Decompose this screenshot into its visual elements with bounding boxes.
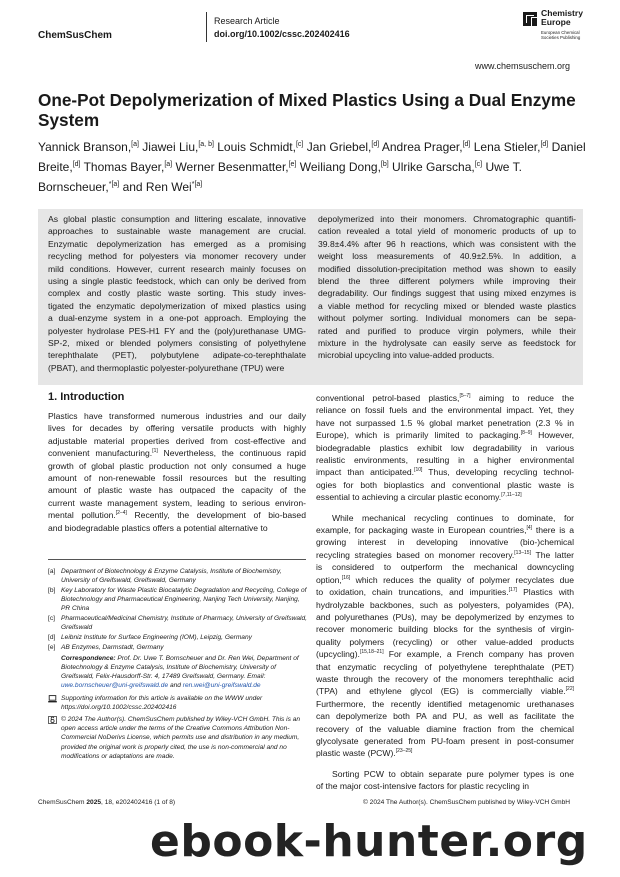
author-name: Yannick Branson, [38,140,132,154]
affiliations-block [48,567,310,761]
author-affiliation-marker: [c] [295,141,304,148]
author-name: Weiliang Dong, [296,160,381,174]
body-text-line: adjustable material properties derived from cost-effective and [48,435,306,446]
affiliation-text: AB Enzymes, Darmstadt, Germany [61,643,164,651]
citation-ref[interactable]: [1] [152,448,158,455]
body-text-line: amount of non-renewable fossil resources but the resulting [48,473,306,484]
footnote-divider [48,559,306,560]
abstract-line: a dual-enzyme system in a one-pot approach. Employing the [48,313,306,324]
citation-ref[interactable]: [7,11–12] [501,492,522,499]
author-list [38,136,593,196]
journal-website[interactable]: www.chemsuschem.org [474,61,570,71]
body-text-line: growth of global plastic production not only consumed a huge [48,460,306,471]
abstract-line: (PBAT), and thermoplastic polyester-polyurethane (TPU) were [48,362,285,373]
body-text-line: waste through the recovery of the monomers terephthalic acid [316,673,574,684]
abstract-line: weight loss measurements of 40.9±2.5%. In addition, a [318,251,576,262]
citation-ref[interactable]: [2–4] [115,510,127,517]
affiliation-text: Leibniz Institute for Surface Engineering (IOM), Leipzig, Germany [61,633,252,641]
affiliation-item [48,643,310,652]
body-text-line: to oxidation, chain truncations, and impurities.[17] Plastics with [316,587,575,598]
page-header [0,0,620,52]
open-access-icon [48,716,57,724]
citation-ref[interactable]: [22] [565,686,574,693]
email-link-bornscheuer[interactable]: uwe.bornscheuer@uni-greifswald.de [61,682,169,690]
affiliation-tag: [c] [48,615,55,623]
citation-ref[interactable]: [10] [414,467,423,474]
supporting-info-text: Supporting information for this article is available on the WWW under https://doi.org/10.1002/cssc.202402416 [61,694,263,711]
abstract-line: microbial upcycling into value-added products. [318,350,495,361]
body-text-line: and polyurethanes (PUs), may be depolymerized by enzymes to [316,611,574,622]
body-text-line: is considered to outperform the mechanical downcycling [316,562,574,573]
author-name: Jiawei Liu, [138,140,199,154]
body-text-line: While mechanical recycling continues to dominate, for [332,512,574,523]
abstract-line: mild conditions. However, current research mainly focuses on [48,263,306,274]
abstract-line: cation revealed a total yield of monomeric products of up to [318,226,576,237]
body-text-line: plastic waste (PCW).[23–25] [316,748,413,759]
abstract-line: recycling method for polyesters via monomer recovery under [48,251,306,262]
citation-ref[interactable]: [16] [341,574,351,581]
body-text-line: example, for packaging waste in European countries,[4] there is a [316,525,574,536]
abstract-box [38,209,583,385]
author-affiliation-marker: [e] [288,161,297,168]
affiliation-text: Department of Biotechnology & Enzyme Catalysis, Institute of Biochemistry, University of Greifswald, Greifswald, Germany [61,568,282,585]
body-text-line: have not surpassed 1.5 % global market penetration (2.3 % in [316,417,574,428]
body-text-line: conventional petrol-based plastics,[5–7] aiming to reduce the [316,393,574,403]
watermark-text: ebook-hunter.org [150,816,588,867]
body-text-line: Europe), which is primarily limited to packaging.[8–9] However, [316,430,574,441]
affiliation-tag: [e] [48,643,56,651]
body-text-line: Sorting PCW to obtain separate pure polymer types is one [332,768,574,779]
footer-copyright: © 2024 The Author(s). ChemSusChem published by Wiley-VCH GmbH [362,799,570,806]
license-note [48,715,310,761]
affiliation-item [48,567,310,585]
body-text-line: biodegradable plastics exhibit low degradability in various [316,442,574,453]
author-name: Thomas Bayer, [80,160,165,174]
body-text-line: convenient manufacturing.[1] Nevertheless, the continuous rapid [48,448,306,459]
author-name: Ulrike Garscha, [388,160,475,174]
author-affiliation-marker: [b] [380,161,389,168]
affiliation-item [48,586,310,614]
abstract-line: tigated the enzymatic depolymerization of mixed plastics using [48,300,306,311]
body-text-line: amount of plastic waste has outpaced the capacity of the [48,485,306,496]
body-text-line: that enzymatic recycling of polyethylene terephthalate (PET) [316,661,574,672]
abstract-line: rated and purified to produce virgin polymers, while their [318,325,576,336]
logo-title: Chemistry Europe [541,8,584,27]
body-text-line: mental pollution.[2–4] Recently, the development of bio-based [48,510,306,521]
abstract-line: terephthalate (PET), polybutylene adipate-co-terephthalate [48,350,306,361]
body-text-line: essential to achieving a circular plastic economy.[7,11–12] [316,492,522,503]
body-text-line: and biodegradable plastics offers a potential alternative to [48,522,268,533]
body-text-line: (TPA) and ethylene glycol (EG) is commercially viable.[22] [316,686,574,697]
citation-ref[interactable]: [4] [526,525,533,532]
header-divider [206,12,207,42]
abstract-line: using a single plastic feedstock, which can only be derived from [48,276,306,287]
body-text-line: Furthermore, the recently identified metagenomic urethanases [316,698,574,709]
affiliation-text: Pharmaceutical/Medicinal Chemistry, Institute of Pharmacy, University of Greifswald, Greifswald [61,615,308,632]
body-text-line: growing interest in developing innovative (bio-)chemical [316,537,574,548]
author-affiliation-marker: [a] [131,141,139,148]
abstract-line: degradability. Our findings suggest that using mixed enzymes is [318,288,576,299]
abstract-line: mixture in the hydrolysate can easily serve as feedstock for [318,338,576,349]
body-text-line: (upcycling).[15,18–21] For example, a French company has proven [316,649,574,660]
supporting-info-note [48,694,310,712]
author-affiliation-marker: [a, b] [198,141,214,148]
author-name: Andrea Prager, [379,140,463,154]
author-affiliation-marker: *[a] [108,181,120,188]
citation-ref[interactable]: [15,18–21] [359,649,384,656]
citation-ref[interactable]: [8–9] [520,430,532,437]
correspondence: Correspondence: Prof. Dr. Uwe T. Bornscheuer and Dr. Ren Wei, Department of Biotechnology & Enzyme Catalysis, Institute of Biochemistry, University of Greifswald, Felix-Hausdorff-Str. 4, 17489 Greifswald, Germany. Email: uwe.bornscheuer@uni-greifswald.de and ren.wei@uni-greifswald.de [61,654,299,690]
abstract-line: As global plastic consumption and littering escalate, innovative [48,214,306,224]
body-text-line: recycling strategies based on monomer recovery.[13–15] The latter [316,549,574,560]
affiliation-tag: [b] [48,586,56,594]
abstract-line: approaches to sustainable waste management are crucial. [48,226,306,237]
license-text: © 2024 The Author(s). ChemSusChem published by Wiley-VCH GmbH. This is an open access article under the terms of the Creative Commons Attribution Non-Commercial NoDerivs License, which permits use and distribution in any medium, provided the original work is properly cited, the use is non-commercial and no modifications or adaptations are made. [61,716,301,760]
body-text-line: ogies for both bioplastics and conventional plastic waste is [316,479,574,490]
affiliation-text: Key Laboratory for Waste Plastic Biocatalytic Degradation and Recycling, College of Biotechnology and Pharmaceutical Engineering, Nanjing Tech University, Nanjing, PR China [61,586,307,613]
citation-ref[interactable]: [23–25] [395,748,413,755]
laptop-icon [48,695,57,703]
abstract-left-column [48,213,306,374]
citation-ref[interactable]: [17] [508,587,518,594]
author-name: Louis Schmidt, [213,140,296,154]
article-type: Research Article [214,16,280,26]
author-name: and Ren Wei [119,180,192,194]
author-name: Daniel Breite, [38,140,586,174]
author-affiliation-marker: *[a] [191,181,203,188]
body-text-line: recover monomeric building blocks for the synthesis of virgin- [316,624,574,635]
abstract-line: 39.8±4.4% after 96 h reactions, which was consistent with the [318,238,576,249]
affiliation-tag: [a] [48,568,56,575]
body-text-line: glycolysate generated from PU-foam present in post-consumer [316,735,574,746]
body-text-line: option,[16] which reduces the quality of polymer recyclates due [316,574,574,585]
body-text-line: hydrolyzable backbones, such as polyesters, polyamides (PA), [316,599,574,610]
body-text-line: current waste management system, leading to serious environ- [48,497,306,508]
affiliation-item [48,614,310,632]
body-text-line: Plastics have transformed numerous industries and our daily [48,411,306,421]
body-text-line: impact than anticipated.[10] Thus, developing recycling technol- [316,467,574,478]
abstract-line: SP-2, mixed or blended polymers consisting of polyethylene [48,338,306,349]
section-heading: 1. Introduction [48,391,125,403]
abstract-line: Enzymatic depolymerization has emerged as a promising [48,238,306,249]
author-name: Jan Griebel, [303,140,372,154]
abstract-line: blend the three different polymers while improving their [318,276,576,287]
body-text-line: lives for decades by offering versatile products with highly [48,423,306,434]
citation-ref[interactable]: [5–7] [459,393,471,400]
affiliation-list [48,567,310,652]
intro-left-column [48,410,306,534]
author-name: Lena Stieler, [470,140,541,154]
body-text-line: reliance on fossil fuels and the environmental impact. Yet, they [316,405,574,416]
author-affiliation-marker: [d] [72,161,81,168]
intro-right-column [316,392,574,793]
abstract-line: modified dissolution-precipitation method was shown to easily [318,263,576,274]
logo-subtitle: European Chemical Societies Publishing [541,30,581,40]
publisher-logo [520,8,610,44]
journal-name: ChemSusChem [38,30,112,41]
author-affiliation-marker: [d] [462,141,471,148]
abstract-line: without polymer sorting. Individual monomers can be sepa- [318,313,576,324]
footer-citation: ChemSusChem 2025, 18, e202402416 (1 of 8) [38,799,176,806]
author-name: Werner Besenmatter, [172,160,289,174]
author-affiliation-marker: [c] [474,161,483,168]
body-text-line: recovery of the valuable diamine fraction from the chemical [316,723,574,734]
abstract-right-column [318,213,576,362]
author-affiliation-marker: [a] [164,161,173,168]
doi-link[interactable]: doi.org/10.1002/cssc.202402416 [214,29,350,39]
abstract-line: complex and costly plastic waste sorting. This study inves- [48,288,306,299]
citation-ref[interactable]: [13–15] [514,550,531,557]
body-text-line: of the major cost-intensive factors for plastic recycling in [316,781,530,792]
article-title: One-Pot Depolymerization of Mixed Plastics Using a Dual Enzyme System [38,90,576,130]
abstract-line: depolymerized into their monomers. Chromatographic quantifi- [318,214,576,224]
author-name: Uwe T. Bornscheuer, [38,160,522,194]
email-link-wei[interactable]: ren.wei@uni-greifswald.de [182,682,261,690]
body-text-line: realistic environments, resulting in a higher environmental [316,455,574,466]
author-affiliation-marker: [d] [540,141,549,148]
body-text-line: can depolymerize both PA and PU, as well as facilitate the [316,711,574,722]
affiliation-item [48,633,310,642]
author-affiliation-marker: [d] [371,141,380,148]
chemistry-europe-logo-icon [522,11,538,27]
affiliation-tag: [d] [48,633,56,641]
abstract-line: polyester hydrolase PES-H1 FY and the (poly)urethanase UMG- [48,325,306,336]
body-text-line: quality polymers (recycling) or other value-added products [316,636,574,647]
abstract-line: a viable method for recycling mixed or blended waste plastics [318,300,576,311]
